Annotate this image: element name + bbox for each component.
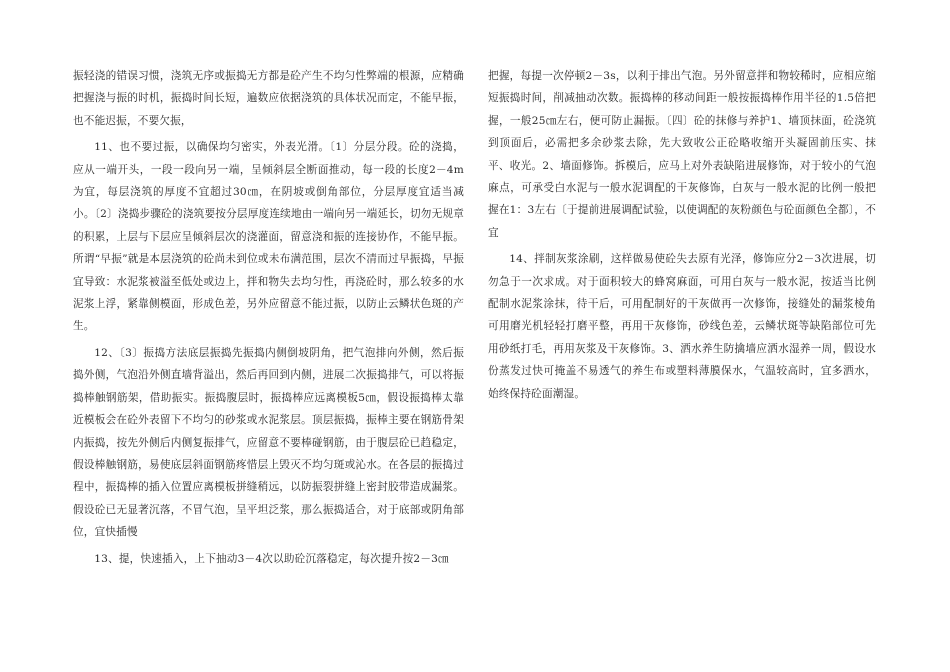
paragraph: 13、提，快速插入，上下抽动3－4次以助砼沉落稳定，每次提升按2－3㎝	[94, 552, 449, 565]
right-text-column	[488, 65, 876, 409]
paragraph: 14、拌制灰浆涂刷，这样做易使砼失去原有光泽，修饰应分2－3次进展，切勿急于一次求成。对于面积较大的蜂窝麻面，可用白灰与一般水泥，按适当比例配制水泥浆涂抹，待干后，可用配制好的干灰做再一次修饰，接缝处的漏浆棱角可用磨光机轻轻打磨平整，再用干灰修饰，砂线色差，云鳞状斑等缺陷部位可先用砂纸打毛，再用灰浆及干灰修饰。3、洒水养生防擒墙应洒水湿养一周，假设水份蒸发过快可掩盖不易透气的养生布或塑料薄膜保水，气温较高时，宜多洒水，始终保持砼面潮湿。	[488, 253, 876, 400]
paragraph: 把握，每提一次停顿2－3s，以利于排出气泡。另外留意拌和物较稀时，应相应缩短振捣时间，削减抽动次数。振捣棒的移动间距一般按振捣棒作用半径的1.5倍把握，一般25㎝左右，便可防止漏振。〔四〕砼的抹修与养护1、墙顶抹面，砼浇筑到顶面后，必需把多余砂浆去除，先大致收公正砼略收缩开头凝固前压实、抹平、收光。2、墙面修饰。拆模后，应马上对外表缺陷进展修饰，对于较小的气泡麻点，可承受白水泥与一般水泥调配的干灰修饰，白灰与一般水泥的比例一般把握在1：3左右〔于提前进展调配试验，以使调配的灰粉颜色与砼面颜色全都〕，不宜	[488, 70, 876, 239]
paragraph: 11、也不要过振，以确保均匀密实，外表光滑。〔1〕分层分段。砼的浇捣，应从一端开头，一段一段向另一端，呈倾斜层全断面推动，每一段的长度2－4m为宜，每层浇筑的厚度不宜超过30㎝，在阴坡或倒角部位，分层厚度宜适当减小。〔2〕浇捣步骤砼的浇筑要按分层厚度连续地由一端向另一端延长，切勿无规章的积累，上层与下层应呈倾斜层次的浇灌面，留意浇和振的连接协作，不能早振。所谓“早振”就是本层浇筑的砼尚未到位或未布满范围，层次不清而过早振捣，早振宜导致：水泥浆被溢至低处或边上，拌和物失去均匀性，再浇砼时，那么较多的水泥浆上浮，紧靠侧模面，形成色差，另外应留意不能过振，以防止云鳞状色斑的产生。	[73, 141, 464, 333]
paragraph: 12、〔3〕振捣方法底层振捣先振捣内侧倒坡阴角，把气泡排向外侧，然后振捣外侧，气泡沿外侧直墙背溢出，然后再回到内侧，进展二次振捣排气，可以将振捣棒触钢筋架，借助振实。振捣腹层时，振捣棒应远离模板5㎝，假设振捣棒太靠近模板会在砼外表留下不均匀的砂浆或水泥浆层。顶层振捣，振棒主要在钢筋骨架内振捣，按先外侧后内侧复振排气，应留意不要棒碰钢筋，由于腹层砼已趋稳定，假设棒触钢筋，易使底层斜面钢筋疼惜层上毁灭不均匀斑或沁水。在各层的振捣过程中，振捣棒的插入位置应离模板拼缝稍远，以防振裂拼缝上密封胶带造成漏浆。假设砼已无显著沉落，不冒气泡，呈平坦泛浆，那么振捣适合，对于底部或阴角部位，宜快插慢	[73, 346, 464, 539]
paragraph: 振轻浇的错误习惯，浇筑无序或振捣无方都是砼产生不均匀性弊端的根源，应精确 把握浇与振的时机，振捣时间长短，遍数应依据浇筑的具体状况而定，不能早振，也不能迟振，不要欠振，	[73, 70, 486, 127]
left-text-column	[73, 65, 486, 574]
